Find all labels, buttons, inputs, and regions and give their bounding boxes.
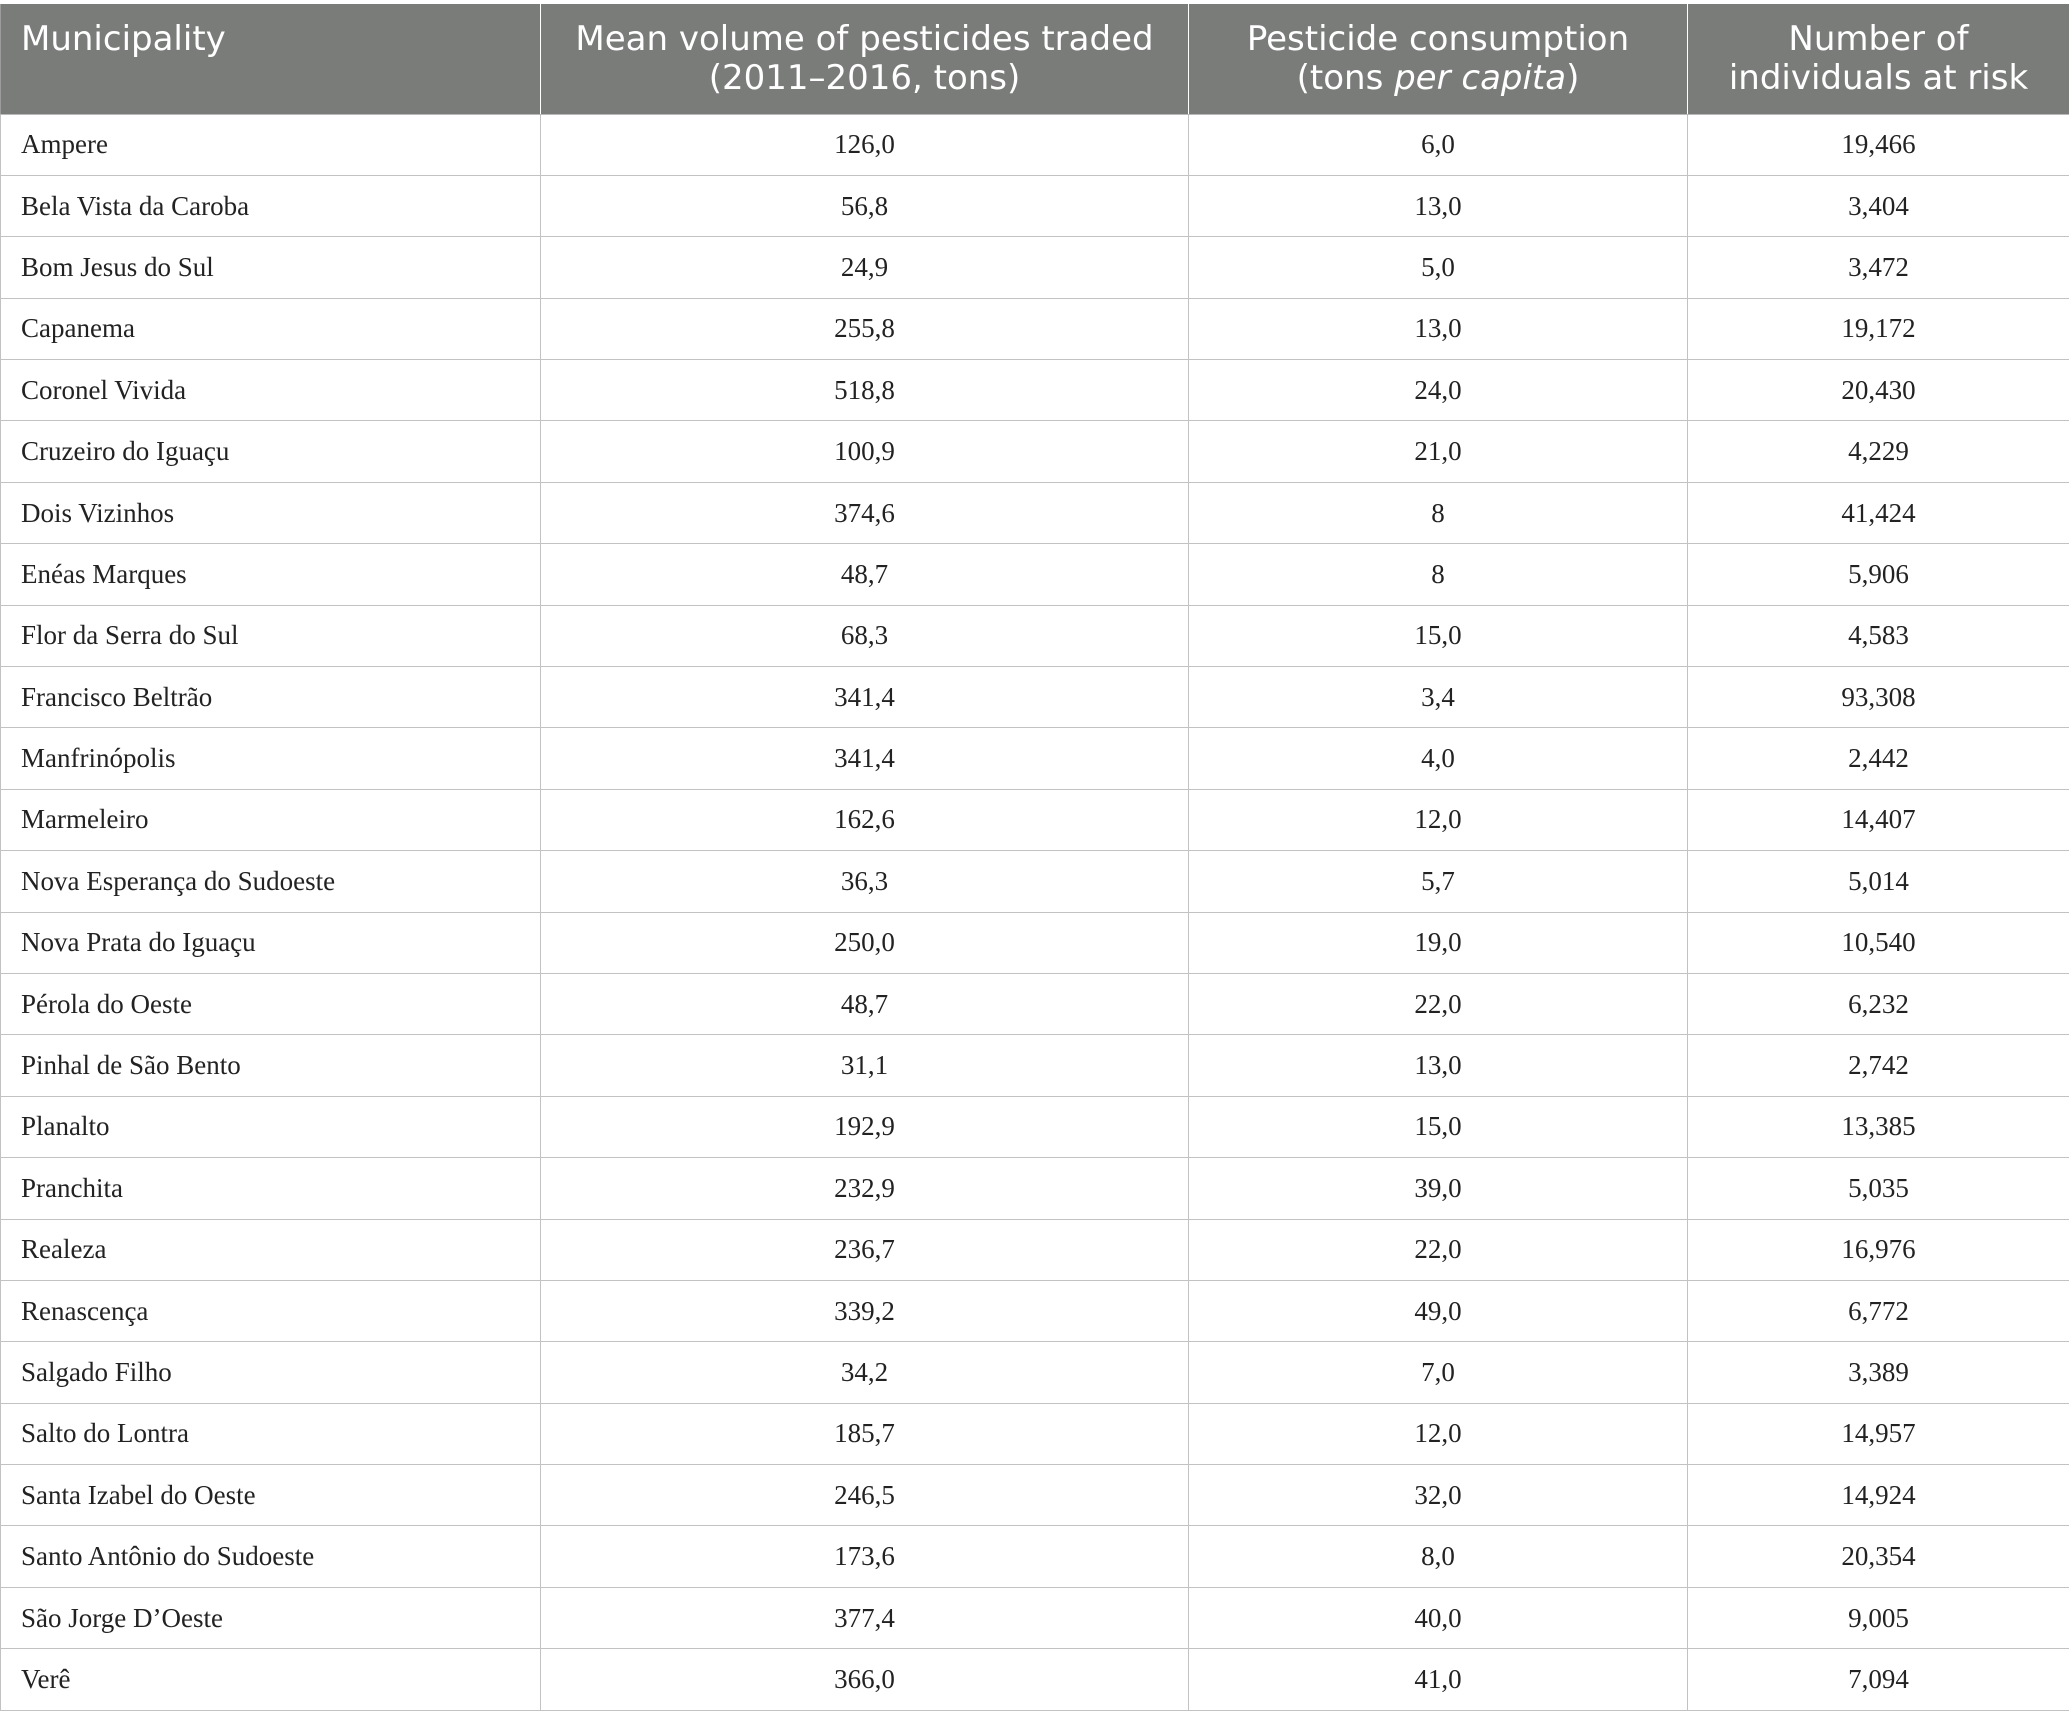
cell-individuals: 3,472 bbox=[1688, 237, 2069, 298]
table-row bbox=[1, 667, 2069, 728]
cell-individuals: 5,035 bbox=[1688, 1158, 2069, 1219]
cell-mean-volume: 68,3 bbox=[541, 605, 1189, 666]
cell-mean-volume: 192,9 bbox=[541, 1096, 1189, 1157]
cell-municipality: Francisco Beltrão bbox=[1, 667, 541, 728]
header-individuals-line2: individuals at risk bbox=[1728, 57, 2029, 98]
cell-individuals: 2,442 bbox=[1688, 728, 2069, 789]
table-row bbox=[1, 1035, 2069, 1096]
cell-mean-volume: 236,7 bbox=[541, 1219, 1189, 1280]
cell-mean-volume: 366,0 bbox=[541, 1649, 1189, 1710]
cell-mean-volume: 31,1 bbox=[541, 1035, 1189, 1096]
cell-individuals: 2,742 bbox=[1688, 1035, 2069, 1096]
cell-consumption: 15,0 bbox=[1189, 1096, 1688, 1157]
cell-mean-volume: 250,0 bbox=[541, 912, 1189, 973]
header-individuals-line1: Number of bbox=[1788, 18, 1969, 59]
table-row bbox=[1, 1649, 2069, 1710]
cell-consumption: 13,0 bbox=[1189, 175, 1688, 236]
cell-municipality: Salgado Filho bbox=[1, 1342, 541, 1403]
header-consumption bbox=[1189, 4, 1688, 114]
cell-municipality: Pérola do Oeste bbox=[1, 973, 541, 1034]
cell-mean-volume: 185,7 bbox=[541, 1403, 1189, 1464]
cell-individuals: 5,906 bbox=[1688, 544, 2069, 605]
header-municipality-label: Municipality bbox=[21, 19, 226, 59]
cell-mean-volume: 339,2 bbox=[541, 1280, 1189, 1341]
pesticide-table bbox=[0, 4, 2069, 1711]
header-mean-volume-line1: Mean volume of pesticides traded bbox=[575, 18, 1154, 59]
header-consumption-line2-pre: (tons bbox=[1296, 57, 1395, 98]
cell-consumption: 6,0 bbox=[1189, 114, 1688, 175]
cell-municipality: Bela Vista da Caroba bbox=[1, 175, 541, 236]
cell-consumption: 8 bbox=[1189, 482, 1688, 543]
cell-municipality: Cruzeiro do Iguaçu bbox=[1, 421, 541, 482]
table-row bbox=[1, 482, 2069, 543]
table-row bbox=[1, 1342, 2069, 1403]
cell-municipality: São Jorge D’Oeste bbox=[1, 1587, 541, 1648]
cell-individuals: 14,924 bbox=[1688, 1465, 2069, 1526]
cell-individuals: 14,407 bbox=[1688, 789, 2069, 850]
cell-mean-volume: 126,0 bbox=[541, 114, 1189, 175]
cell-consumption: 22,0 bbox=[1189, 973, 1688, 1034]
cell-individuals: 19,172 bbox=[1688, 298, 2069, 359]
cell-mean-volume: 255,8 bbox=[541, 298, 1189, 359]
cell-mean-volume: 56,8 bbox=[541, 175, 1189, 236]
table-row bbox=[1, 175, 2069, 236]
cell-mean-volume: 24,9 bbox=[541, 237, 1189, 298]
cell-municipality: Renascença bbox=[1, 1280, 541, 1341]
cell-individuals: 20,430 bbox=[1688, 360, 2069, 421]
cell-consumption: 21,0 bbox=[1189, 421, 1688, 482]
cell-mean-volume: 173,6 bbox=[541, 1526, 1189, 1587]
cell-mean-volume: 374,6 bbox=[541, 482, 1189, 543]
cell-consumption: 32,0 bbox=[1189, 1465, 1688, 1526]
cell-mean-volume: 341,4 bbox=[541, 667, 1189, 728]
header-consumption-line2-post: ) bbox=[1566, 57, 1580, 98]
cell-individuals: 6,232 bbox=[1688, 973, 2069, 1034]
cell-individuals: 93,308 bbox=[1688, 667, 2069, 728]
table-row bbox=[1, 421, 2069, 482]
table-row bbox=[1, 1219, 2069, 1280]
cell-mean-volume: 246,5 bbox=[541, 1465, 1189, 1526]
cell-individuals: 19,466 bbox=[1688, 114, 2069, 175]
cell-mean-volume: 100,9 bbox=[541, 421, 1189, 482]
cell-municipality: Pinhal de São Bento bbox=[1, 1035, 541, 1096]
cell-municipality: Capanema bbox=[1, 298, 541, 359]
cell-individuals: 3,404 bbox=[1688, 175, 2069, 236]
cell-consumption: 15,0 bbox=[1189, 605, 1688, 666]
cell-municipality: Planalto bbox=[1, 1096, 541, 1157]
cell-consumption: 49,0 bbox=[1189, 1280, 1688, 1341]
cell-individuals: 13,385 bbox=[1688, 1096, 2069, 1157]
table-container bbox=[0, 4, 2069, 1711]
cell-consumption: 13,0 bbox=[1189, 298, 1688, 359]
cell-mean-volume: 377,4 bbox=[541, 1587, 1189, 1648]
table-row bbox=[1, 1465, 2069, 1526]
cell-municipality: Verê bbox=[1, 1649, 541, 1710]
cell-municipality: Dois Vizinhos bbox=[1, 482, 541, 543]
cell-individuals: 6,772 bbox=[1688, 1280, 2069, 1341]
cell-individuals: 14,957 bbox=[1688, 1403, 2069, 1464]
cell-consumption: 22,0 bbox=[1189, 1219, 1688, 1280]
cell-consumption: 8,0 bbox=[1189, 1526, 1688, 1587]
header-mean-volume bbox=[541, 4, 1189, 114]
cell-individuals: 3,389 bbox=[1688, 1342, 2069, 1403]
cell-municipality: Realeza bbox=[1, 1219, 541, 1280]
cell-individuals: 4,229 bbox=[1688, 421, 2069, 482]
cell-mean-volume: 34,2 bbox=[541, 1342, 1189, 1403]
cell-municipality: Flor da Serra do Sul bbox=[1, 605, 541, 666]
table-row bbox=[1, 728, 2069, 789]
header-consumption-line1: Pesticide consumption bbox=[1246, 18, 1630, 59]
cell-individuals: 41,424 bbox=[1688, 482, 2069, 543]
table-row bbox=[1, 114, 2069, 175]
table-row bbox=[1, 851, 2069, 912]
table-row bbox=[1, 1587, 2069, 1648]
cell-municipality: Coronel Vivida bbox=[1, 360, 541, 421]
cell-mean-volume: 36,3 bbox=[541, 851, 1189, 912]
table-row bbox=[1, 973, 2069, 1034]
cell-municipality: Pranchita bbox=[1, 1158, 541, 1219]
cell-consumption: 5,0 bbox=[1189, 237, 1688, 298]
cell-consumption: 19,0 bbox=[1189, 912, 1688, 973]
cell-municipality: Nova Esperança do Sudoeste bbox=[1, 851, 541, 912]
cell-individuals: 4,583 bbox=[1688, 605, 2069, 666]
cell-mean-volume: 518,8 bbox=[541, 360, 1189, 421]
cell-municipality: Santa Izabel do Oeste bbox=[1, 1465, 541, 1526]
cell-municipality: Ampere bbox=[1, 114, 541, 175]
cell-individuals: 16,976 bbox=[1688, 1219, 2069, 1280]
table-row bbox=[1, 605, 2069, 666]
cell-consumption: 8 bbox=[1189, 544, 1688, 605]
cell-consumption: 39,0 bbox=[1189, 1158, 1688, 1219]
table-row bbox=[1, 1280, 2069, 1341]
table-row bbox=[1, 544, 2069, 605]
cell-mean-volume: 48,7 bbox=[541, 973, 1189, 1034]
table-header bbox=[1, 4, 2069, 114]
table-row bbox=[1, 912, 2069, 973]
cell-individuals: 10,540 bbox=[1688, 912, 2069, 973]
header-consumption-line2-italic: per capita bbox=[1394, 57, 1567, 98]
cell-consumption: 13,0 bbox=[1189, 1035, 1688, 1096]
cell-individuals: 5,014 bbox=[1688, 851, 2069, 912]
header-mean-volume-line2: (2011–2016, tons) bbox=[708, 57, 1021, 98]
cell-municipality: Marmeleiro bbox=[1, 789, 541, 850]
cell-mean-volume: 341,4 bbox=[541, 728, 1189, 789]
header-municipality bbox=[1, 4, 541, 114]
cell-consumption: 4,0 bbox=[1189, 728, 1688, 789]
cell-consumption: 24,0 bbox=[1189, 360, 1688, 421]
cell-mean-volume: 48,7 bbox=[541, 544, 1189, 605]
cell-consumption: 3,4 bbox=[1189, 667, 1688, 728]
cell-individuals: 7,094 bbox=[1688, 1649, 2069, 1710]
header-individuals bbox=[1688, 4, 2069, 114]
cell-consumption: 12,0 bbox=[1189, 1403, 1688, 1464]
table-row bbox=[1, 298, 2069, 359]
cell-consumption: 5,7 bbox=[1189, 851, 1688, 912]
table-body bbox=[1, 114, 2069, 1710]
cell-municipality: Nova Prata do Iguaçu bbox=[1, 912, 541, 973]
header-row bbox=[1, 4, 2069, 114]
table-row bbox=[1, 237, 2069, 298]
cell-individuals: 20,354 bbox=[1688, 1526, 2069, 1587]
table-row bbox=[1, 360, 2069, 421]
table-row bbox=[1, 1096, 2069, 1157]
cell-mean-volume: 162,6 bbox=[541, 789, 1189, 850]
cell-consumption: 41,0 bbox=[1189, 1649, 1688, 1710]
cell-municipality: Enéas Marques bbox=[1, 544, 541, 605]
cell-municipality: Santo Antônio do Sudoeste bbox=[1, 1526, 541, 1587]
cell-consumption: 7,0 bbox=[1189, 1342, 1688, 1403]
cell-municipality: Manfrinópolis bbox=[1, 728, 541, 789]
cell-mean-volume: 232,9 bbox=[541, 1158, 1189, 1219]
cell-consumption: 12,0 bbox=[1189, 789, 1688, 850]
cell-individuals: 9,005 bbox=[1688, 1587, 2069, 1648]
table-row bbox=[1, 1158, 2069, 1219]
cell-municipality: Bom Jesus do Sul bbox=[1, 237, 541, 298]
cell-municipality: Salto do Lontra bbox=[1, 1403, 541, 1464]
table-row bbox=[1, 1526, 2069, 1587]
table-row bbox=[1, 789, 2069, 850]
table-row bbox=[1, 1403, 2069, 1464]
cell-consumption: 40,0 bbox=[1189, 1587, 1688, 1648]
